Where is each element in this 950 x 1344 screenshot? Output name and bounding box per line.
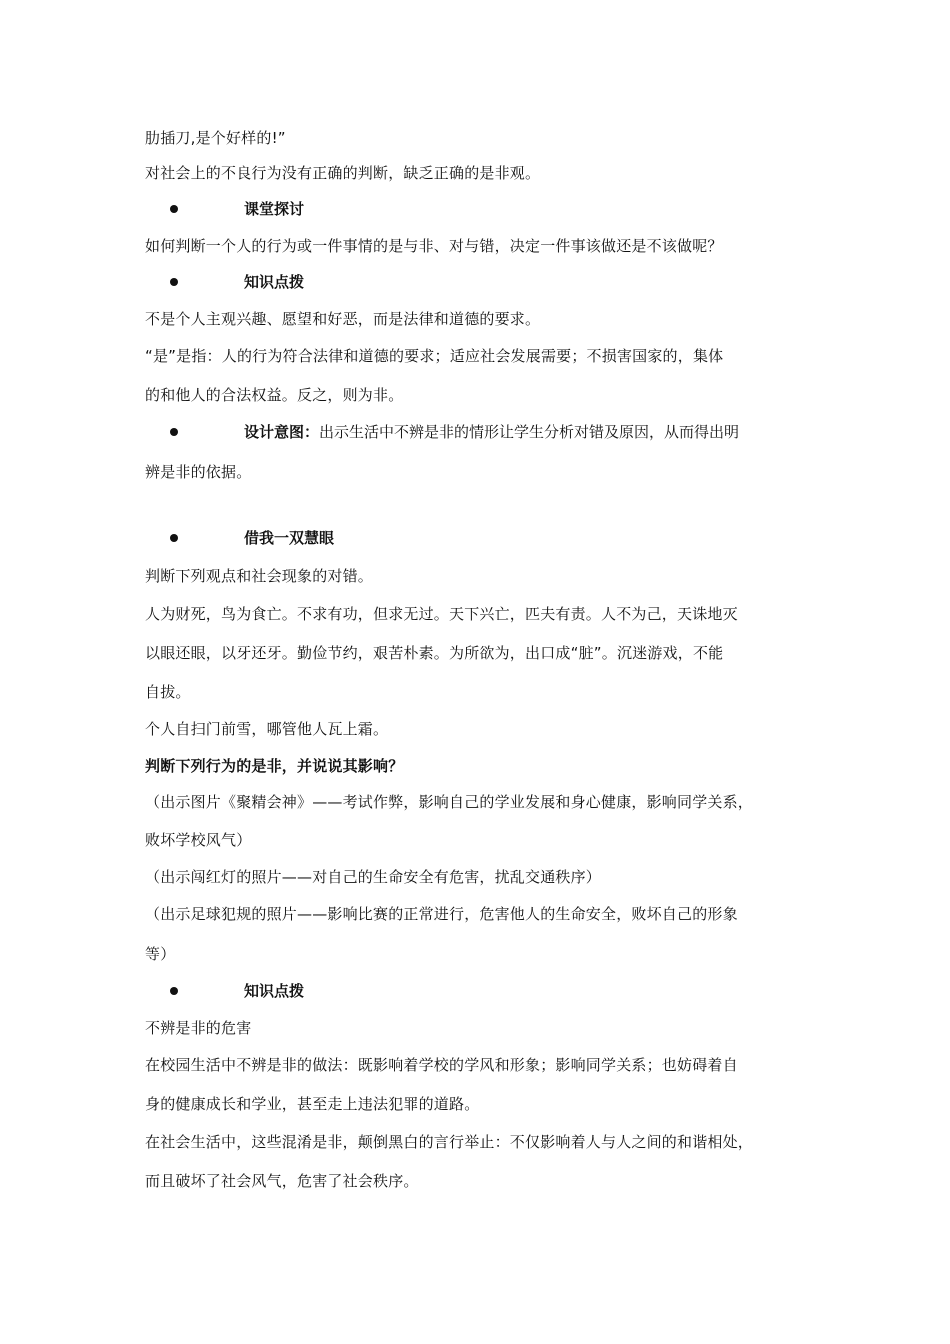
text-line: 不是个人主观兴趣、愿望和好恶，而是法律和道德的要求。 — [145, 310, 541, 328]
text-line: 对社会上的不良行为没有正确的判断，缺乏正确的是非观。 — [145, 164, 541, 182]
heading-class-discussion: 课堂探讨 — [244, 200, 305, 218]
text-line: 自拔。 — [145, 683, 191, 701]
text-line: 肋插刀,是个好样的!” — [145, 129, 286, 147]
design-intent-text: 出示生活中不辨是非的情形让学生分析对错及原因，从而得出明 — [319, 423, 740, 441]
text-line: 人为财死，鸟为食亡。不求有功，但求无过。天下兴亡，匹夫有责。人不为己，天诛地灭 — [145, 605, 738, 623]
design-intent-label: 设计意图： — [244, 423, 320, 441]
heading-knowledge-tips: 知识点拨 — [244, 273, 305, 291]
text-line: 如何判断一个人的行为或一件事情的是与非、对与错，决定一件事该做还是不该做呢？ — [145, 237, 723, 255]
text-line: 判断下列观点和社会现象的对错。 — [145, 567, 374, 585]
heading-knowledge-tips: 知识点拨 — [244, 982, 305, 1000]
text-line: （出示足球犯规的照片——影响比赛的正常进行，危害他人的生命安全，败坏自己的形象 — [145, 905, 738, 923]
text-line: 个人自扫门前雪，哪管他人瓦上霜。 — [145, 720, 389, 738]
text-line: 的和他人的合法权益。反之，则为非。 — [145, 386, 404, 404]
bullet-icon — [170, 534, 178, 542]
text-line: 不辨是非的危害 — [145, 1019, 252, 1037]
text-line: （出示闯红灯的照片——对自己的生命安全有危害，扰乱交通秩序） — [145, 868, 602, 886]
bullet-icon — [170, 987, 178, 995]
bullet-icon — [170, 205, 178, 213]
text-line: 等） — [145, 945, 176, 963]
text-line: 以眼还眼，以牙还牙。勤俭节约，艰苦朴素。为所欲为，出口成“脏”。沉迷游戏，不能 — [145, 644, 724, 662]
text-line: 在校园生活中不辨是非的做法：既影响着学校的学风和形象；影响同学关系；也妨碍着自 — [145, 1056, 738, 1074]
text-line: 身的健康成长和学业，甚至走上违法犯罪的道路。 — [145, 1095, 480, 1113]
text-line: “是”是指：人的行为符合法律和道德的要求；适应社会发展需要；不损害国家的，集体 — [145, 347, 724, 365]
text-line: 而且破坏了社会风气，危害了社会秩序。 — [145, 1172, 419, 1190]
text-line: 辨是非的依据。 — [145, 463, 252, 481]
bullet-icon — [170, 278, 178, 286]
text-line: 败坏学校风气） — [145, 831, 252, 849]
text-line: （出示图片《聚精会神》——考试作弊，影响自己的学业发展和身心健康，影响同学关系， — [145, 793, 754, 811]
heading-wise-eyes: 借我一双慧眼 — [244, 529, 335, 547]
text-line: 在社会生活中，这些混淆是非，颠倒黑白的言行举止：不仅影响着人与人之间的和谐相处， — [145, 1133, 754, 1151]
text-line-bold: 判断下列行为的是非，并说说其影响？ — [145, 757, 404, 775]
heading-design-intent — [244, 422, 739, 442]
bullet-icon — [170, 428, 178, 436]
